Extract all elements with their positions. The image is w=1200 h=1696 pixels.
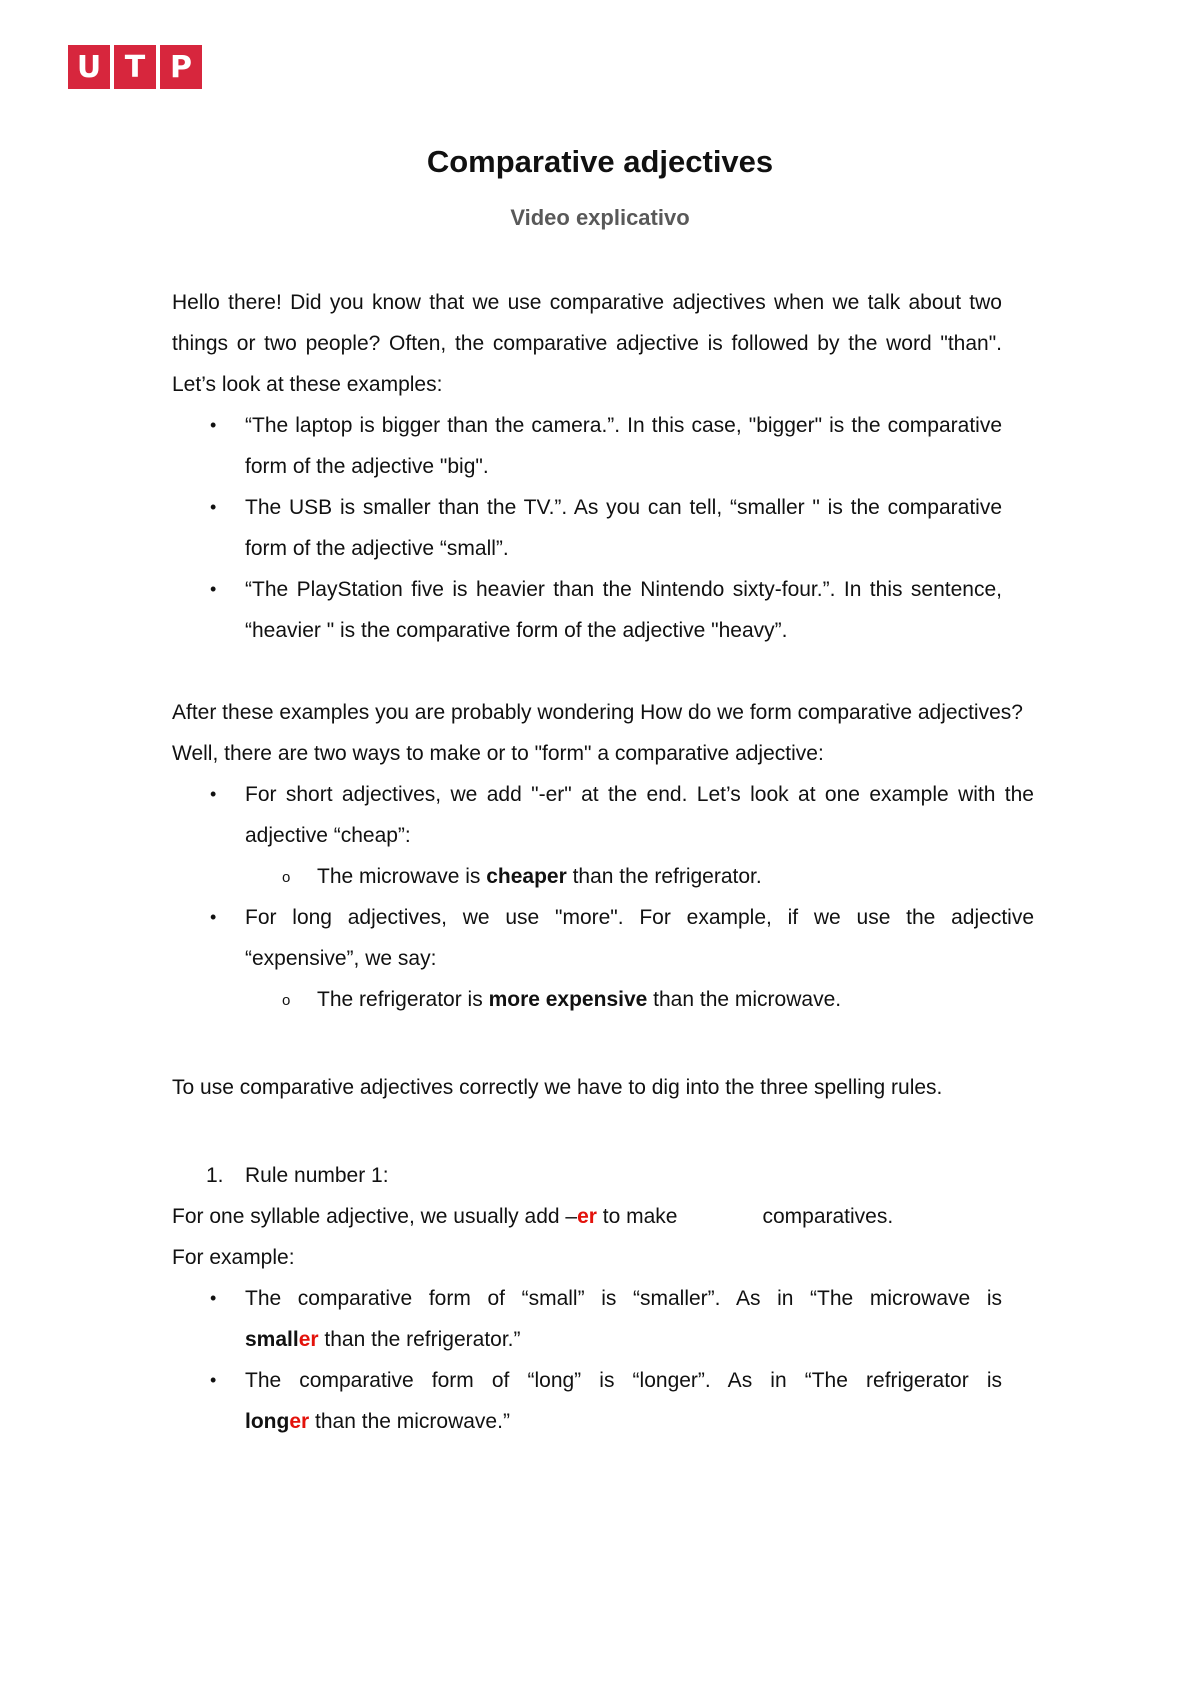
rule-example-stem: long: [245, 1410, 290, 1433]
example-item: • “The PlayStation five is heavier than the Nintendo sixty-four.”. In this sentence, “heavier " is the comparative form of the adjective "heavy”.: [172, 569, 1034, 651]
for-example-label: For example:: [172, 1246, 295, 1269]
example-text: than the microwave.: [647, 988, 842, 1011]
rule-example-suffix: er: [289, 1410, 310, 1433]
form-text: For short adjectives, we add "-er" at the end. Let’s look at one example with the adjective “cheap”:: [245, 783, 1034, 847]
rule-examples-list: [172, 1278, 1034, 1442]
rule-suffix: er: [577, 1205, 597, 1228]
forms-list: [172, 774, 1034, 1020]
rule-example-text: than the microwave.”: [309, 1410, 510, 1433]
rules-list: [172, 1155, 1034, 1196]
document-body: [172, 282, 1034, 1442]
rule-example-stem: small: [245, 1328, 299, 1351]
spacer: [172, 1108, 1034, 1155]
spacer: [172, 651, 1034, 692]
logo-letter-t: T: [114, 45, 156, 89]
rule-description: [172, 1196, 1034, 1237]
rule-number: 1.: [206, 1164, 224, 1187]
example-item: • “The laptop is bigger than the camera.”. In this case, "bigger" is the comparative form of the adjective "big".: [172, 405, 1034, 487]
form-example-short: [172, 856, 1034, 897]
form-text: For long adjectives, we use "more". For example, if we use the adjective “expensive”, we say:: [245, 906, 1034, 970]
after-examples-paragraph: After these examples you are probably wondering How do we form comparative adjectives?: [172, 701, 1023, 724]
form-example-long: [172, 979, 1034, 1020]
logo-letter-p: P: [160, 45, 202, 89]
examples-list: [172, 405, 1034, 651]
example-text: than the refrigerator.: [566, 865, 762, 888]
two-ways-paragraph: Well, there are two ways to make or to "form" a comparative adjective:: [172, 742, 824, 765]
logo-letter-u: U: [68, 45, 110, 89]
rule-example-suffix: er: [298, 1328, 319, 1351]
rule-example-item: [172, 1360, 1034, 1442]
example-text: The microwave is: [317, 865, 487, 888]
rule-title: Rule number 1:: [245, 1164, 389, 1187]
rule-example-text: • The comparative form of “long” is “longer”. As in “The refrigerator is: [245, 1369, 1002, 1392]
spacer: [172, 1020, 1034, 1067]
rule-example-text: than the refrigerator.”: [318, 1328, 521, 1351]
intro-paragraph: Hello there! Did you know that we use comparative adjectives when we talk about two things or two people? Often, the comparative adjective is followed by the word "than". Let’s look at these examples:: [172, 291, 1002, 396]
rule-text: For one syllable adjective, we usually add –: [172, 1205, 578, 1228]
rule-text: to make: [596, 1205, 678, 1228]
rule-text: comparatives.: [762, 1205, 894, 1228]
form-item-short: [172, 774, 1034, 856]
example-keyword: more expensive: [488, 988, 648, 1011]
example-text: The refrigerator is: [317, 988, 489, 1011]
example-keyword: cheaper: [486, 865, 567, 888]
utp-logo: [68, 45, 202, 89]
rule-heading: [172, 1155, 1034, 1196]
rule-example-text: • The comparative form of “small” is “smaller”. As in “The microwave is: [245, 1287, 1002, 1310]
rule-example-item: [172, 1278, 1034, 1360]
page-title: Comparative adjectives: [426, 144, 774, 179]
example-item: • The USB is smaller than the TV.”. As you can tell, “smaller " is the comparative form of the adjective “small”.: [172, 487, 1034, 569]
form-item-long: [172, 897, 1034, 979]
spelling-intro-paragraph: To use comparative adjectives correctly we have to dig into the three spelling rules.: [172, 1076, 943, 1099]
page-subtitle: Video explicativo: [510, 205, 690, 230]
